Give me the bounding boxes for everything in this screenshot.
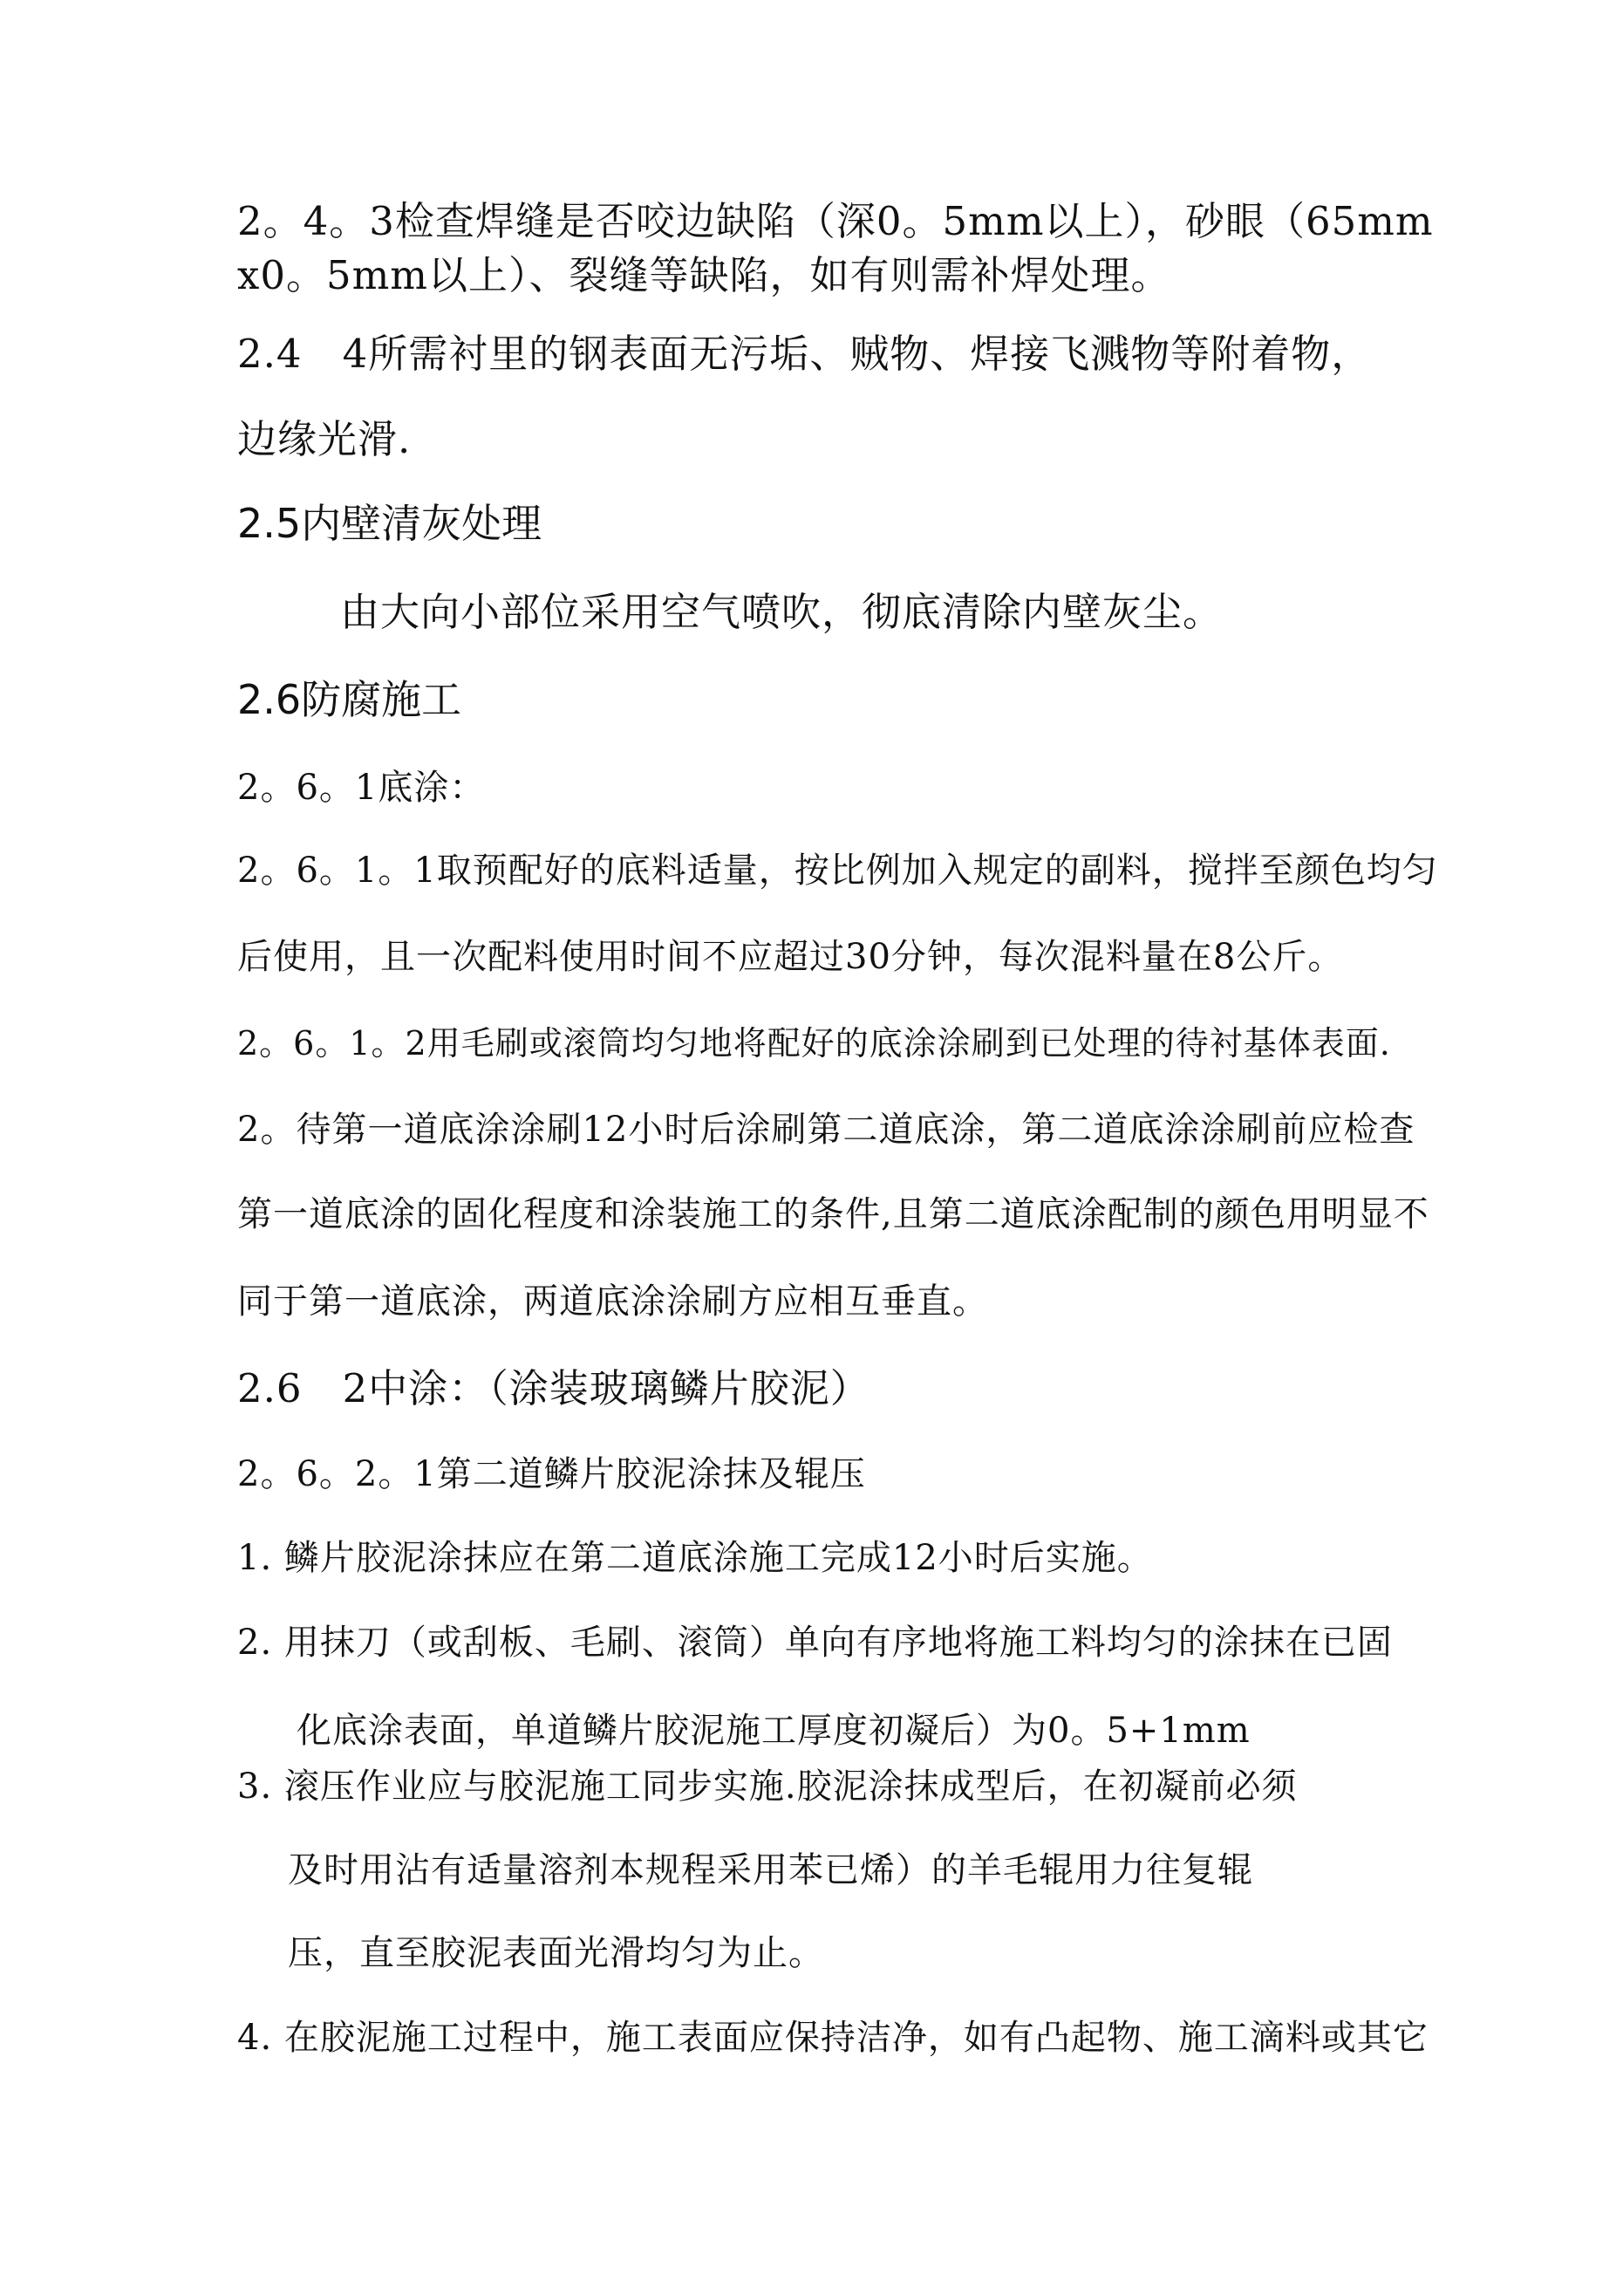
text-line-2-4-4: 2.4 4所需衬里的钢表面无污垢、贼物、焊接飞溅物等附着物， (237, 331, 1372, 377)
text-line-step-2: 2。待第一道底涂涂刷12小时后涂刷第二道底涂，第二道底涂涂刷前应检查 (237, 1110, 1415, 1150)
subheading-2-6-2: 2.6 2中涂：（涂装玻璃鳞片胶泥） (237, 1365, 870, 1411)
text-line-step-2-cont-1: 第一道底涂的固化程度和涂装施工的条件,且第二道底涂配制的颜色用明显不 (237, 1194, 1429, 1234)
text-line-2-6-1-1-cont: 后使用，且一次配料使用时间不应超过30分钟，每次混料量在8公斤。 (237, 937, 1344, 977)
paragraph-2-5: 由大向小部位采用空气喷吹，彻底清除内壁灰尘。 (340, 589, 1224, 635)
text-line-2-4-4-cont: 边缘光滑. (237, 416, 412, 462)
list-item-2: 2. 用抹刀（或刮板、毛刷、滚筒）单向有序地将施工料均匀的涂抹在已固 (237, 1623, 1393, 1663)
text-line-step-2-cont-2: 同于第一道底涂，两道底涂涂刷方应相互垂直。 (237, 1281, 988, 1322)
text-line-2-6-1-1: 2。6。1。1取预配好的底料适量，按比例加入规定的副料，搅拌至颜色均匀 (237, 851, 1438, 891)
list-item-3: 3. 滚压作业应与胶泥施工同步实施.胶泥涂抹成型后，在初凝前必须 (237, 1766, 1298, 1807)
list-item-3-cont-1: 及时用沾有适量溶剂本规程采用苯已烯）的羊毛辊用力往复辊 (288, 1850, 1253, 1890)
text-line-2-4-3: 2。4。3检查焊缝是否咬边缺陷（深0。5mm以上），砂眼（65mm (237, 198, 1434, 244)
section-heading-2-6: 2.6防腐施工 (237, 676, 462, 723)
section-heading-2-5: 2.5内壁清灰处理 (237, 500, 542, 547)
text-line-2-4-3-cont: x0。5mm以上）、裂缝等缺陷，如有则需补焊处理。 (237, 252, 1171, 298)
text-line-2-6-1-2: 2。6。1。2用毛刷或滚筒均匀地将配好的底涂涂刷到已处理的待衬基体表面. (237, 1024, 1391, 1063)
list-item-1: 1. 鳞片胶泥涂抹应在第二道底涂施工完成12小时后实施。 (237, 1538, 1153, 1578)
list-item-2-cont: 化底涂表面，单道鳞片胶泥施工厚度初凝后）为0。5+1mm (297, 1711, 1251, 1751)
list-item-3-cont-2: 压，直至胶泥表面光滑均匀为止。 (288, 1933, 824, 1973)
subheading-2-6-2-1: 2。6。2。1第二道鳞片胶泥涂抹及辊压 (237, 1454, 866, 1494)
subheading-2-6-1: 2。6。1底涂： (237, 768, 486, 808)
list-item-4: 4. 在胶泥施工过程中，施工表面应保持洁净，如有凸起物、施工滴料或其它 (237, 2018, 1429, 2058)
